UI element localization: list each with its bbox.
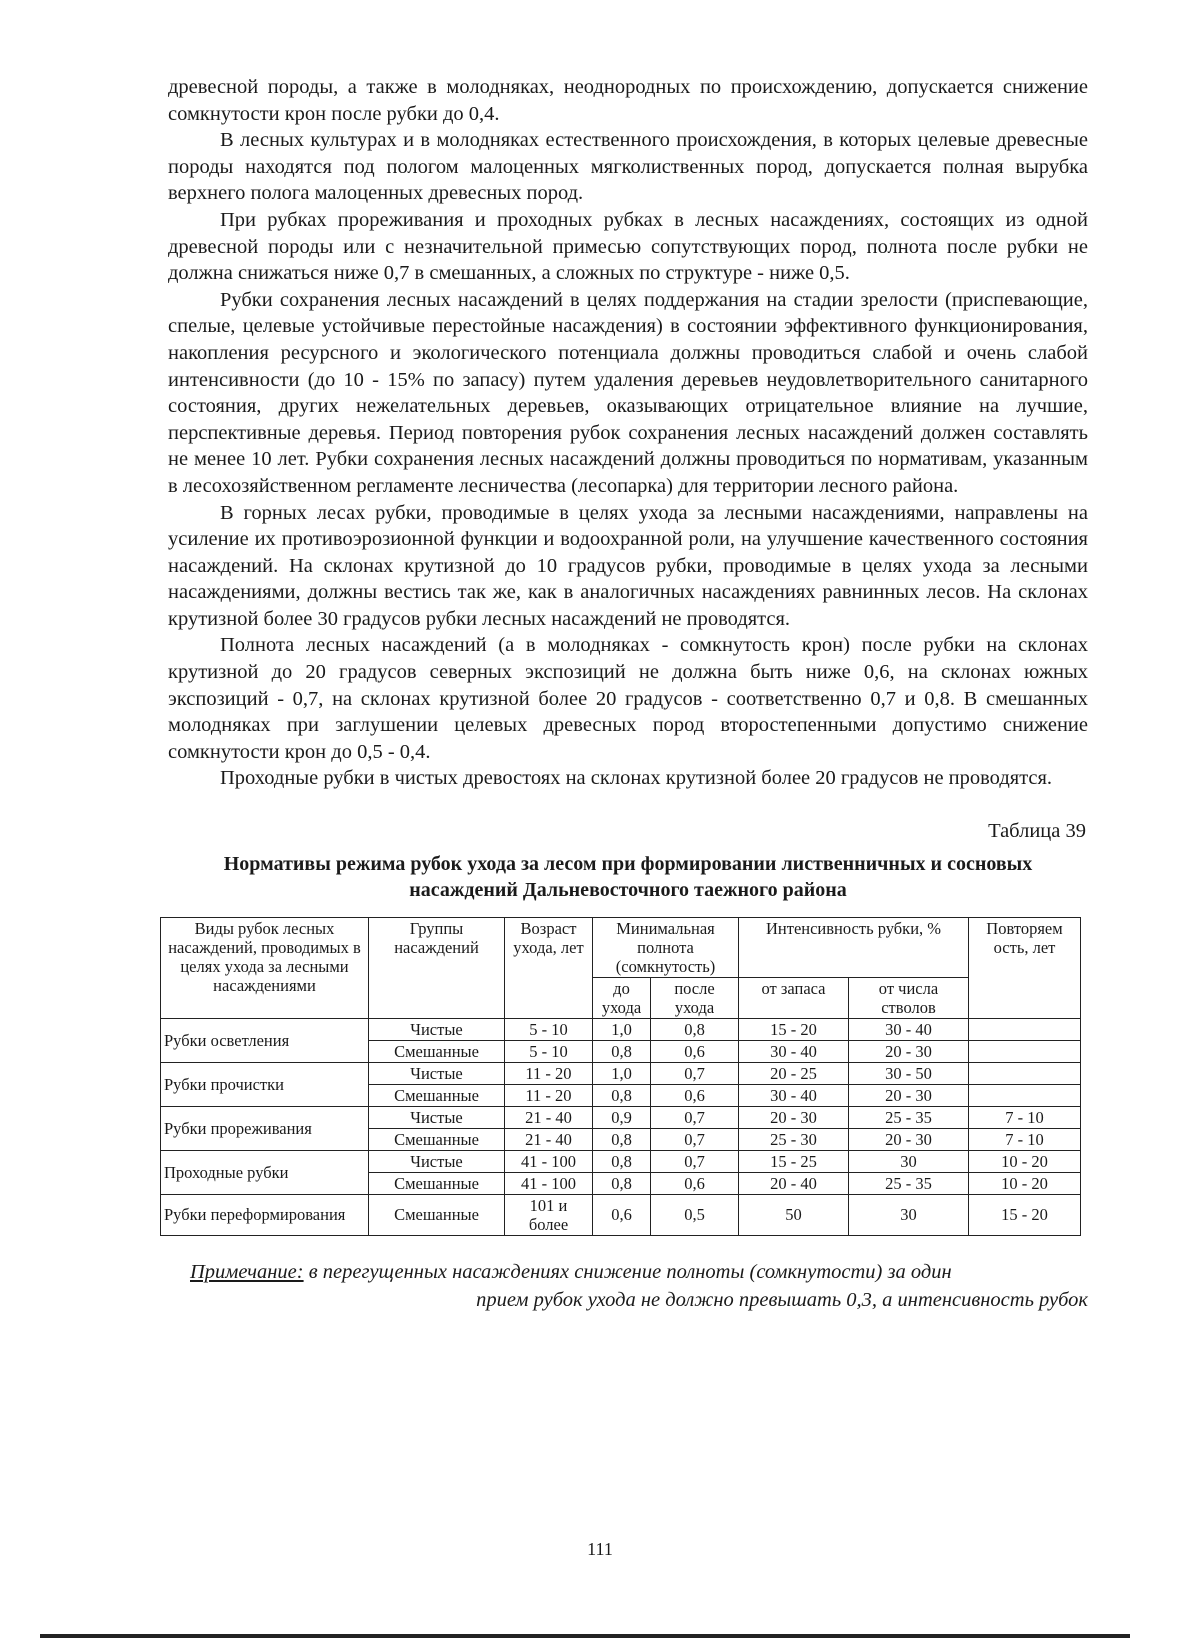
row-repeat: 10 - 20 — [969, 1172, 1081, 1194]
page-body — [164, 74, 1088, 1314]
note-line-2: прием рубок ухода не должно превышать 0,3, а интенсивность рубок — [476, 1288, 1088, 1311]
row-stock: 30 - 40 — [739, 1040, 849, 1062]
header-repeat: Повторяем ость, лет — [969, 917, 1081, 1018]
row-after: 0,6 — [651, 1084, 739, 1106]
row-before: 1,0 — [593, 1062, 651, 1084]
header-age: Возраст ухода, лет — [505, 917, 593, 1018]
row-group: Чистые — [369, 1150, 505, 1172]
header-intensity-trunks: от числа стволов — [849, 977, 969, 1018]
row-repeat: 10 - 20 — [969, 1150, 1081, 1172]
row-age: 5 - 10 — [505, 1040, 593, 1062]
paragraph-6: Полнота лесных насаждений (а в молодняках - сомкнутость крон) после рубки на склонах крутизной до 20 градусов северных экспозиций не должна быть ниже 0,6, на склонах южных экспозиций - 0,7, на склонах крутизной более 20 градусов - соответственно 0,7 и 0,8. В смешанных молодняках при заглушении целевых древесных пород второстепенными допустимо снижение сомкнутости крон до 0,5 - 0,4. — [168, 634, 1088, 763]
paragraph-1: древесной породы, а также в молодняках, неоднородных по происхождению, допускается снижение сомкнутости крон после рубки до 0,4. — [168, 76, 1088, 125]
row-after: 0,5 — [651, 1194, 739, 1235]
header-type: Виды рубок лесных насаждений, проводимых в целях ухода за лесными насаждениями — [161, 917, 369, 1018]
row-after: 0,6 — [651, 1040, 739, 1062]
row-after: 0,7 — [651, 1062, 739, 1084]
table-row — [161, 1018, 1081, 1040]
row-group: Смешанные — [369, 1128, 505, 1150]
row-type: Рубки прочистки — [161, 1062, 369, 1106]
row-type: Рубки осветления — [161, 1018, 369, 1062]
row-before: 0,9 — [593, 1106, 651, 1128]
table-row — [161, 1106, 1081, 1128]
row-trunks: 25 - 35 — [849, 1172, 969, 1194]
row-repeat — [969, 1084, 1081, 1106]
paragraph-2: В лесных культурах и в молодняках естественного происхождения, в которых целевые древесные породы находятся под пологом малоценных мягколиственных пород, допускается полная вырубка верхнего полога малоценных древесных пород. — [168, 129, 1088, 205]
row-after: 0,8 — [651, 1018, 739, 1040]
bottom-scan-edge — [40, 1634, 1130, 1638]
row-repeat — [969, 1018, 1081, 1040]
row-group: Смешанные — [369, 1084, 505, 1106]
row-age: 11 - 20 — [505, 1062, 593, 1084]
row-before: 0,6 — [593, 1194, 651, 1235]
row-age: 5 - 10 — [505, 1018, 593, 1040]
note-label: Примечание: — [190, 1260, 304, 1283]
row-age: 101 и более — [505, 1194, 593, 1235]
row-age: 11 - 20 — [505, 1084, 593, 1106]
row-before: 0,8 — [593, 1150, 651, 1172]
row-after: 0,6 — [651, 1172, 739, 1194]
table-row — [161, 1194, 1081, 1235]
norms-table — [160, 917, 1081, 1236]
row-before: 0,8 — [593, 1040, 651, 1062]
row-stock: 50 — [739, 1194, 849, 1235]
row-after: 0,7 — [651, 1128, 739, 1150]
paragraph-4: Рубки сохранения лесных насаждений в целях поддержания на стадии зрелости (приспевающие, спелые, целевые устойчивые перестойные насаждения) в состоянии эффективного функционирования, накопления ресурсного и экологического потенциала должны проводиться слабой и очень слабой интенсивности (до 10 - 15% по запасу) путем удаления деревьев неудовлетворительного санитарного состояния, других нежелательных деревьев, оказывающих отрицательное влияние на лучшие, перспективные деревья. Период повторения рубок сохранения лесных насаждений должен составлять не менее 10 лет. Рубки сохранения лесных насаждений должны проводиться по нормативам, указанным в лесохозяйственном регламенте лесничества (лесопарка) для территории лесного района. — [168, 288, 1088, 497]
table-row — [161, 1062, 1081, 1084]
paragraph-3: При рубках прореживания и проходных рубках в лесных насаждениях, состоящих из одной древесной породы или с незначительной примесью сопутствующих пород, полнота после рубки не должна снижаться ниже 0,7 в смешанных, а сложных по структуре - ниже 0,5. — [168, 208, 1088, 285]
row-group: Смешанные — [369, 1194, 505, 1235]
row-repeat: 7 - 10 — [969, 1106, 1081, 1128]
header-density-after: после ухода — [651, 977, 739, 1018]
row-stock: 30 - 40 — [739, 1084, 849, 1106]
row-stock: 20 - 25 — [739, 1062, 849, 1084]
paragraph-7: Проходные рубки в чистых древостоях на склонах крутизной более 20 градусов не проводятся. — [220, 767, 1053, 790]
row-trunks: 20 - 30 — [849, 1128, 969, 1150]
row-trunks: 30 — [849, 1194, 969, 1235]
row-before: 0,8 — [593, 1084, 651, 1106]
row-before: 1,0 — [593, 1018, 651, 1040]
row-trunks: 25 - 35 — [849, 1106, 969, 1128]
row-group: Чистые — [369, 1062, 505, 1084]
table-number: Таблица 39 — [988, 820, 1086, 843]
row-group: Смешанные — [369, 1172, 505, 1194]
note-line-1: в перегущенных насаждениях снижение полноты (сомкнутости) за один — [308, 1260, 952, 1283]
row-before: 0,8 — [593, 1128, 651, 1150]
row-after: 0,7 — [651, 1106, 739, 1128]
row-group: Смешанные — [369, 1040, 505, 1062]
row-repeat: 15 - 20 — [969, 1194, 1081, 1235]
header-group: Группы насаждений — [369, 917, 505, 1018]
row-before: 0,8 — [593, 1172, 651, 1194]
row-repeat — [969, 1040, 1081, 1062]
row-repeat: 7 - 10 — [969, 1128, 1081, 1150]
row-age: 21 - 40 — [505, 1128, 593, 1150]
row-age: 21 - 40 — [505, 1106, 593, 1128]
row-stock: 15 - 25 — [739, 1150, 849, 1172]
header-intensity: Интенсивность рубки, % — [739, 917, 969, 977]
row-group: Чистые — [369, 1106, 505, 1128]
table-title: Нормативы режима рубок ухода за лесом при формировании лиственничных и сосновых насаждений Дальневосточного таежного района — [223, 852, 1033, 901]
row-stock: 25 - 30 — [739, 1128, 849, 1150]
row-repeat — [969, 1062, 1081, 1084]
row-trunks: 30 - 40 — [849, 1018, 969, 1040]
row-age: 41 - 100 — [505, 1172, 593, 1194]
table-row — [161, 1150, 1081, 1172]
row-type: Проходные рубки — [161, 1150, 369, 1194]
row-type: Рубки прореживания — [161, 1106, 369, 1150]
header-intensity-stock: от запаса — [739, 977, 849, 1018]
row-trunks: 30 - 50 — [849, 1062, 969, 1084]
header-density: Минимальная полнота (сомкнутость) — [593, 917, 739, 977]
row-age: 41 - 100 — [505, 1150, 593, 1172]
row-stock: 15 - 20 — [739, 1018, 849, 1040]
row-after: 0,7 — [651, 1150, 739, 1172]
row-trunks: 30 — [849, 1150, 969, 1172]
row-trunks: 20 - 30 — [849, 1084, 969, 1106]
row-trunks: 20 - 30 — [849, 1040, 969, 1062]
paragraph-5: В горных лесах рубки, проводимые в целях ухода за лесными насаждениями, направлены на усиление их противоэрозионной функции и водоохранной роли, на улучшение качественного состояния насаждений. На склонах крутизной до 10 градусов рубки, проводимые в целях ухода за лесными насаждениями, должны вестись так же, как в аналогичных насаждениях равнинных лесов. На склонах крутизной более 30 градусов рубки лесных насаждений не проводятся. — [168, 501, 1088, 630]
row-stock: 20 - 30 — [739, 1106, 849, 1128]
row-type: Рубки переформирования — [161, 1194, 369, 1235]
row-group: Чистые — [369, 1018, 505, 1040]
table-note — [190, 1258, 1088, 1314]
page-number: 111 — [587, 1539, 613, 1559]
row-stock: 20 - 40 — [739, 1172, 849, 1194]
header-density-before: до ухода — [593, 977, 651, 1018]
